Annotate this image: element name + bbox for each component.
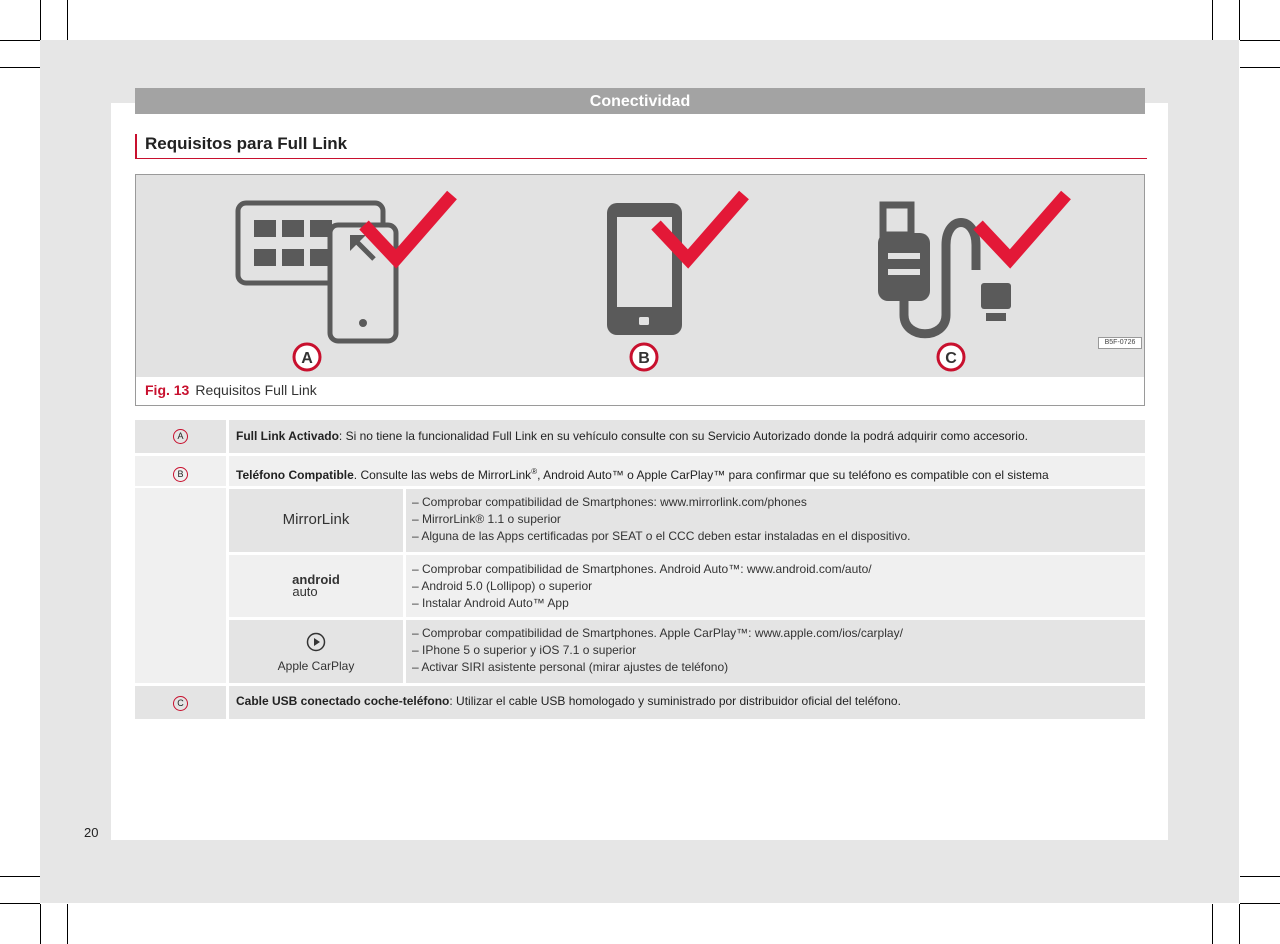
crop-mark bbox=[67, 904, 68, 944]
key-b-badge: B bbox=[173, 467, 188, 482]
figure-label: Fig. 13 bbox=[145, 382, 190, 398]
crop-mark bbox=[0, 903, 40, 904]
svg-text:A: A bbox=[301, 350, 313, 367]
row-c-key-cell bbox=[135, 686, 226, 719]
crop-mark bbox=[0, 40, 40, 41]
app-grid-phone-icon bbox=[238, 203, 396, 341]
row-b-reg-mark: ® bbox=[531, 467, 538, 476]
marker-b-icon bbox=[631, 344, 657, 370]
section-title: Requisitos para Full Link bbox=[145, 134, 348, 153]
android-auto-line-1: – Comprobar compatibilidad de Smartphones. Android Auto™: www.android.com/auto/ bbox=[412, 562, 872, 576]
carplay-line-2: – IPhone 5 o superior y iOS 7.1 o superior bbox=[412, 643, 637, 657]
crop-mark bbox=[1240, 903, 1280, 904]
carplay-requirements bbox=[406, 620, 1145, 683]
row-a-key-cell bbox=[135, 420, 226, 453]
row-a-text: : Si no tiene la funcionalidad Full Link en su vehículo consulte con su Servicio Autorizado donde la podrá adquirir como accesorio. bbox=[338, 429, 1028, 443]
crop-mark bbox=[0, 876, 40, 877]
marker-a-icon bbox=[294, 344, 320, 370]
carplay-play-icon bbox=[306, 632, 326, 652]
svg-text:C: C bbox=[945, 350, 957, 367]
mirrorlink-logo-cell bbox=[229, 489, 403, 552]
row-c-term: Cable USB conectado coche-teléfono bbox=[236, 694, 450, 708]
crop-mark bbox=[40, 904, 41, 944]
row-b-text-2: , Android Auto™ o Apple CarPlay™ para confirmar que su teléfono es compatible con el sistema bbox=[537, 468, 1049, 482]
mirrorlink-logo: MirrorLink bbox=[282, 511, 350, 528]
row-b-text-1: . Consulte las webs de MirrorLink bbox=[353, 468, 532, 482]
check-mark-icon bbox=[978, 195, 1066, 259]
row-b-text-cell bbox=[229, 456, 1145, 486]
key-a-badge: A bbox=[173, 429, 188, 444]
table-row-a bbox=[135, 420, 1145, 453]
android-auto-logo-cell bbox=[229, 555, 403, 617]
crop-mark bbox=[1212, 0, 1213, 40]
crop-mark bbox=[40, 0, 41, 40]
figure-svg bbox=[136, 175, 1144, 377]
figure-code: B5F-0726 bbox=[1098, 337, 1142, 349]
usb-cable-icon bbox=[878, 205, 1011, 334]
crop-mark bbox=[1240, 40, 1280, 41]
figure-illustration bbox=[136, 175, 1144, 377]
mirrorlink-subrow bbox=[229, 489, 1145, 552]
crop-mark bbox=[0, 67, 40, 68]
crop-mark bbox=[67, 0, 68, 40]
smartphone-icon bbox=[607, 203, 682, 335]
crop-mark bbox=[1240, 67, 1280, 68]
crop-mark bbox=[1212, 904, 1213, 944]
page-number: 20 bbox=[84, 825, 99, 840]
mirrorlink-line-2: – MirrorLink® 1.1 o superior bbox=[412, 512, 561, 526]
carplay-line-1: – Comprobar compatibilidad de Smartphones. Apple CarPlay™: www.apple.com/ios/carplay/ bbox=[412, 626, 903, 640]
figure-caption bbox=[145, 382, 317, 398]
key-c-badge: C bbox=[173, 696, 188, 711]
mirrorlink-line-3: – Alguna de las Apps certificadas por SEAT o el CCC deben estar instaladas en el dispositivo. bbox=[412, 529, 911, 543]
svg-text:B: B bbox=[638, 350, 650, 367]
table-row-b bbox=[135, 456, 1145, 486]
android-auto-requirements bbox=[406, 555, 1145, 617]
row-b-key-cell bbox=[135, 456, 226, 486]
android-auto-subrow bbox=[229, 555, 1145, 617]
mirrorlink-requirements bbox=[406, 489, 1145, 552]
section-heading bbox=[135, 134, 1147, 159]
android-auto-logo-line-1: android bbox=[292, 572, 340, 587]
row-a-text-cell bbox=[229, 420, 1145, 453]
row-b-term: Teléfono Compatible bbox=[236, 468, 354, 482]
row-b-key-cell-continued bbox=[135, 488, 226, 683]
android-auto-line-3: – Instalar Android Auto™ App bbox=[412, 596, 569, 610]
table-row-c bbox=[135, 686, 1145, 719]
carplay-line-3: – Activar SIRI asistente personal (mirar ajustes de teléfono) bbox=[412, 660, 729, 674]
android-auto-logo-line-2: auto bbox=[292, 584, 318, 599]
android-auto-logo bbox=[229, 574, 403, 598]
crop-mark bbox=[1239, 904, 1240, 944]
row-c-text-cell bbox=[229, 686, 1145, 719]
row-c-text: : Utilizar el cable USB homologado y suministrado por distribuidor oficial del teléfono. bbox=[449, 694, 901, 708]
chapter-header: Conectividad bbox=[135, 88, 1145, 114]
marker-c-icon bbox=[938, 344, 964, 370]
crop-mark bbox=[1239, 0, 1240, 40]
figure-13 bbox=[135, 174, 1145, 406]
carplay-subrow bbox=[229, 620, 1145, 683]
carplay-logo-label: Apple CarPlay bbox=[277, 659, 355, 673]
carplay-logo-cell bbox=[229, 620, 403, 683]
android-auto-line-2: – Android 5.0 (Lollipop) o superior bbox=[412, 579, 593, 593]
figure-caption-text: Requisitos Full Link bbox=[195, 382, 317, 398]
crop-mark bbox=[1240, 876, 1280, 877]
mirrorlink-line-1: – Comprobar compatibilidad de Smartphones: www.mirrorlink.com/phones bbox=[412, 495, 807, 509]
row-a-term: Full Link Activado bbox=[236, 429, 339, 443]
